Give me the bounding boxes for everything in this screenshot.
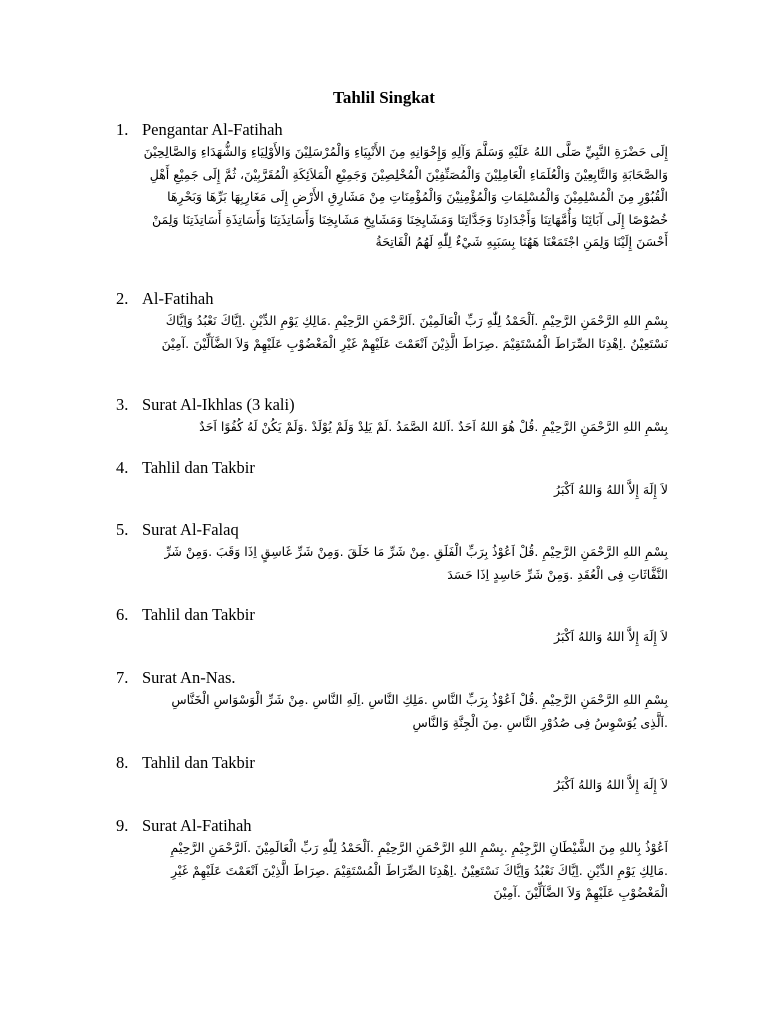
section-number: 8.	[116, 753, 129, 772]
arabic-text: لاَ إِلَهَ إِلاَّ اللهُ وَاللهُ اَكْبَرُ	[554, 777, 668, 792]
arabic-text: بِسْمِ اللهِ الرَّحْمَنِ الرَّحِيْمِ .قُلْ اَعُوْذُ بِرَبِّ الْفَلَقِ .مِنْ شَرِّ مَا خَلَقَ .وَمِنْ شَرِّ غَاسِقٍ اِذَا وَقَبَ .وَمِنْ شَرِّ النَّفَّاثَاتِ فِى الْعُقَدِ .وَمِنْ شَرِّ حَاسِدٍ اِذَا حَسَدَ	[164, 544, 668, 582]
section-heading	[116, 457, 676, 479]
section-number: 1.	[116, 120, 129, 139]
arabic-text: بِسْمِ اللهِ الرَّحْمَنِ الرَّحِيْمِ .قُلْ هُوَ اللهُ اَحَدٌ .اَللهُ الصَّمَدُ .لَمْ يَلِدْ وَلَمْ يُوْلَدْ .وَلَمْ يَكُنْ لَهُ كُفُوًا اَحَدٌ	[199, 419, 668, 434]
section-7	[116, 667, 676, 734]
section-heading	[116, 667, 676, 689]
section-8	[116, 752, 676, 797]
section-3	[116, 394, 676, 439]
section-number: 7.	[116, 668, 129, 687]
section-title: Surat Al-Falaq	[142, 520, 239, 539]
section-title: Al-Fatihah	[142, 289, 214, 308]
section-heading	[116, 519, 676, 541]
arabic-text: إِلَى حَضْرَةِ النَّبِيِّ صَلَّى اللهُ عَلَيْهِ وَسَلَّمَ وَآلِهِ وَإِخْوَانِهِ مِنَ الأَنْبِيَاءِ وَالْمُرْسَلِيْنَ وَالأَوْلِيَاءِ وَالشُّهَدَاءِ وَالصَّالِحِيْنَ وَالصَّحَابَةِ وَالتَّابِعِيْنَ وَالْعُلَمَاءِ الْعَامِلِيْنَ وَالْمُصَنِّفِيْنَ الْمُخْلِصِيْنَ وَجَمِيْعِ الْمَلاَئِكَةِ الْمُقَرَّبِيْنَ، ثُمَّ إِلَى جَمِيْعِ أَهْلِ الْقُبُوْرِ مِنَ الْمُسْلِمِيْنَ وَالْمُسْلِمَاتِ وَالْمُؤْمِنِيْنَ وَالْمُؤْمِنَاتِ مِنْ مَشَارِقِ الأَرْضِ إِلَى مَغَارِبِهَا بَرِّهَا وَبَحْرِهَا خُصُوْصًا إِلَى آبَائِنَا وَأُمَّهَاتِنَا وَأَجْدَادِنَا وَجَدَّاتِنَا وَمَشَايِخِنَا وَمَشَايِخِ مَشَايِخِنَا وَأَسَاتِذَتِنَا وَأَسَاتِذَةِ أَسَاتِذَتِنَا وَلِمَنْ أَحْسَنَ إِلَيْنَا وَلِمَنِ اجْتَمَعْنَا هَهُنَا بِسَبَبِهِ شَيْءٌ لِلّٰهِ لَهُمُ الْفَاتِحَةُ	[143, 144, 668, 249]
section-9	[116, 815, 676, 905]
section-number: 4.	[116, 458, 129, 477]
section-title: Tahlil dan Takbir	[142, 753, 255, 772]
section-title: Tahlil dan Takbir	[142, 605, 255, 624]
section-title: Surat Al-Fatihah	[142, 816, 252, 835]
arabic-text: اَعُوْذُ بِاللهِ مِنَ الشَّيْطَانِ الرَّجِيْمِ .بِسْمِ اللهِ الرَّحْمَنِ الرَّحِيْمِ .اَلْحَمْدُ لِلّٰهِ رَبِّ الْعَالَمِيْنَ .اَلرَّحْمَنِ الرَّحِيْمِ .مَالِكِ يَوْمِ الدِّيْنِ .اِيَّاكَ نَعْبُدُ وَاِيَّاكَ نَسْتَعِيْنُ .اِهْدِنَا الصِّرَاطَ الْمُسْتَقِيْمَ .صِرَاطَ الَّذِيْنَ اَنْعَمْتَ عَلَيْهِمْ غَيْرِ الْمَغْضُوْبِ عَلَيْهِمْ وَلاَ الضَّآلِّيْنَ .آمِيْنَ	[170, 840, 668, 900]
arabic-text: بِسْمِ اللهِ الرَّحْمَنِ الرَّحِيْمِ .اَلْحَمْدُ لِلّٰهِ رَبِّ الْعَالَمِيْنَ .اَلرَّحْمَنِ الرَّحِيْمِ .مَالِكِ يَوْمِ الدِّيْنِ .اِيَّاكَ نَعْبُدُ وَاِيَّاكَ نَسْتَعِيْنُ .اِهْدِنَا الصِّرَاطَ الْمُسْتَقِيْمَ .صِرَاطَ الَّذِيْنَ اَنْعَمْتَ عَلَيْهِمْ غَيْرِ الْمَغْضُوْبِ عَلَيْهِمْ وَلاَ الضَّآلِّيْنَ .آمِيْنَ	[161, 313, 668, 351]
section-title: Surat Al-Ikhlas (3 kali)	[142, 395, 295, 414]
section-number: 5.	[116, 520, 129, 539]
section-title: Tahlil dan Takbir	[142, 458, 255, 477]
section-heading	[116, 119, 676, 141]
page-title: Tahlil Singkat	[333, 88, 435, 107]
section-2	[116, 288, 676, 355]
section-6	[116, 604, 676, 649]
section-heading	[116, 752, 676, 774]
section-number: 2.	[116, 289, 129, 308]
arabic-text: لاَ إِلَهَ إِلاَّ اللهُ وَاللهُ اَكْبَرُ	[554, 629, 668, 644]
section-heading	[116, 815, 676, 837]
arabic-text: لاَ إِلَهَ إِلاَّ اللهُ وَاللهُ اَكْبَرُ	[554, 482, 668, 497]
section-number: 6.	[116, 605, 129, 624]
section-5	[116, 519, 676, 586]
section-number: 3.	[116, 395, 129, 414]
section-title: Surat An-Nas.	[142, 668, 236, 687]
section-4	[116, 457, 676, 502]
section-1	[116, 119, 676, 254]
section-heading	[116, 288, 676, 310]
section-heading	[116, 394, 676, 416]
arabic-text: بِسْمِ اللهِ الرَّحْمَنِ الرَّحِيْمِ .قُلْ اَعُوْذُ بِرَبِّ النَّاسِ .مَلِكِ النَّاسِ .اِلَهِ النَّاسِ .مِنْ شَرِّ الْوَسْوَاسِ الْخَنَّاسِ .اَلَّذِى يُوَسْوِسُ فِى صُدُوْرِ النَّاسِ .مِنَ الْجِنَّةِ وَالنَّاسِ	[171, 692, 668, 730]
section-title: Pengantar Al-Fatihah	[142, 120, 283, 139]
section-heading	[116, 604, 676, 626]
section-number: 9.	[116, 816, 129, 835]
